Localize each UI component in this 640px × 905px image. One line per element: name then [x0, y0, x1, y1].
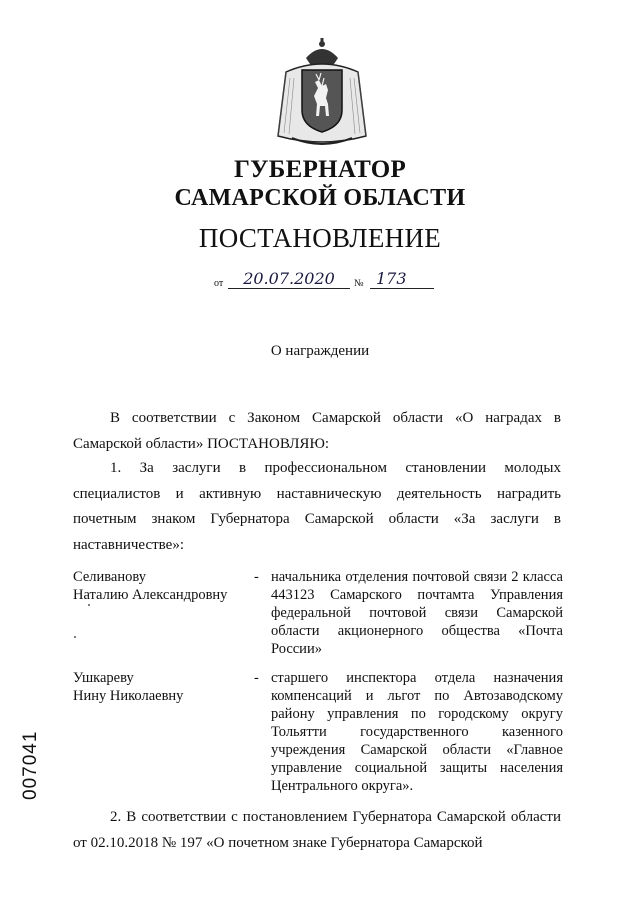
document-subject: О награждении	[270, 343, 370, 359]
issuer-title-line-1: ГУБЕРНАТОР	[233, 156, 407, 183]
side-stamp-number: 007041	[20, 730, 41, 800]
scan-speck	[74, 636, 76, 638]
awardee-surname: Селиванову	[73, 569, 146, 585]
clause-1-paragraph: 1. За заслуги в профессиональном становлении молодых специалистов и активную наставническую деятельность наградить почетным знаком Губернатора Самарской области «За заслуги в наставничестве»:	[73, 460, 561, 553]
document-number: 173	[370, 270, 434, 289]
awardee-position: старшего инспектора отдела назначения компенсаций и льгот по Автозаводскому району управления по городскому округу Тольятти государственного казенного учреждения Самарской области «Главное управление социальной защиты населения Центрального округа».	[271, 670, 563, 794]
document-type: ПОСТАНОВЛЕНИЕ	[198, 223, 442, 253]
clause-2-paragraph: 2. В соответствии с постановлением Губернатора Самарской области от 02.10.2018 № 197 «О почетном знаке Губернатора Самарской	[73, 809, 561, 851]
awardee-position: начальника отделения почтовой связи 2 класса 443123 Самарского почтамта Управления федеральной почтовой связи Самарской области акционерного общества «Почта России»	[271, 569, 563, 657]
samara-coat-of-arms-icon	[272, 38, 372, 150]
awardee-surname: Ушкареву	[73, 670, 134, 686]
scan-speck	[88, 604, 90, 606]
date-number-line	[214, 270, 434, 294]
issuer-title-line-2: САМАРСКОЙ ОБЛАСТИ	[174, 185, 466, 211]
awardee-dash: -	[254, 670, 259, 686]
awardee-given-names: Наталию Александровну	[73, 587, 228, 603]
awardee-name	[73, 669, 258, 705]
document-date: 20.07.2020	[228, 270, 350, 289]
preamble-paragraph: В соответствии с Законом Самарской области «О наградах в Самарской области» ПОСТАНОВЛЯЮ:	[73, 410, 561, 452]
awardee-given-names: Нину Николаевну	[73, 688, 184, 704]
awardee-name	[73, 568, 258, 604]
awardee-dash: -	[254, 569, 259, 585]
date-label: от	[214, 278, 224, 289]
number-label: №	[354, 278, 364, 289]
